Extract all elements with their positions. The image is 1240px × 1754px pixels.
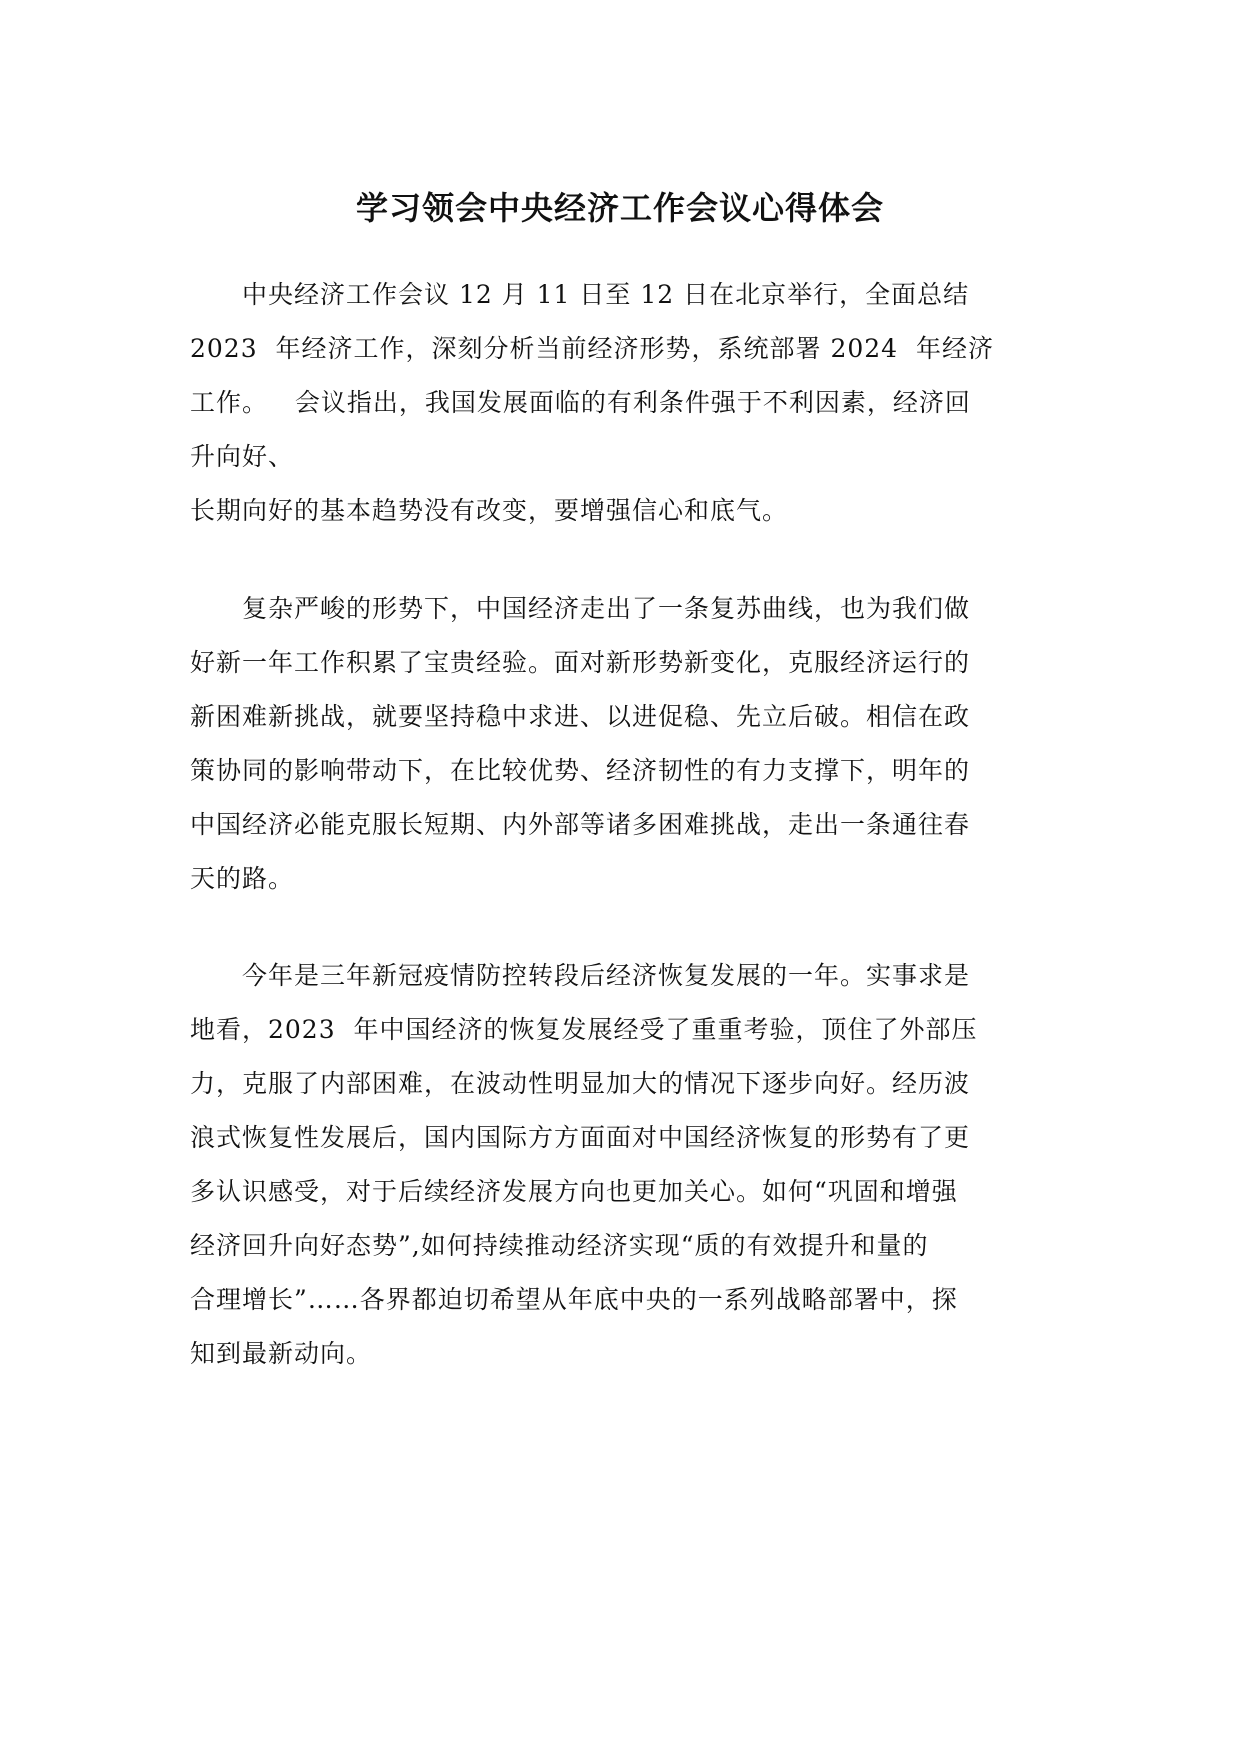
paragraph-line: 知到最新动向。 <box>190 1339 373 1368</box>
paragraph-line: 新困难新挑战，就要坚持稳中求进、以进促稳、先立后破。相信在政 <box>190 702 971 731</box>
paragraph-line: 合理增长”……各界都迫切希望从年底中央的一系列战略部署中，探 <box>190 1285 958 1314</box>
paragraph-line: 今年是三年新冠疫情防控转段后经济恢复发展的一年。实事求是 <box>242 961 971 990</box>
paragraph-line: 长期向好的基本趋势没有改变，要增强信心和底气。 <box>190 496 789 525</box>
paragraph-3 <box>190 949 1050 1381</box>
document-title: 学习领会中央经济工作会议心得体会 <box>355 189 884 227</box>
paragraph-line: 多认识感受，对于后续经济发展方向也更加关心。如何“巩固和增强 <box>190 1177 958 1206</box>
paragraph-line: 中央经济工作会议 12 月 11 日至 12 日在北京举行，全面总结 <box>242 280 970 309</box>
paragraph-line: 力，克服了内部困难，在波动性明显加大的情况下逐步向好。经历波 <box>190 1069 971 1098</box>
paragraph-line: 中国经济必能克服长短期、内外部等诸多困难挑战，走出一条通往春 <box>190 810 971 839</box>
paragraph-line: 天的路。 <box>190 864 295 893</box>
paragraph-line: 浪式恢复性发展后，国内国际方方面面对中国经济恢复的形势有了更 <box>190 1123 971 1152</box>
paragraph-line: 地看，2023 年中国经济的恢复发展经受了重重考验，顶住了外部压 <box>190 1015 978 1044</box>
paragraph-line: 复杂严峻的形势下，中国经济走出了一条复苏曲线，也为我们做 <box>242 594 971 623</box>
paragraph-2 <box>190 582 1050 906</box>
paragraph-line: 2023 年经济工作，深刻分析当前经济形势，系统部署 2024 年经济 <box>190 334 994 363</box>
paragraph-line: 经济回升向好态势”,如何持续推动经济实现“质的有效提升和量的 <box>190 1231 929 1260</box>
paragraph-line: 升向好、 <box>190 442 295 471</box>
paragraph-line: 策协同的影响带动下，在比较优势、经济韧性的有力支撑下，明年的 <box>190 756 971 785</box>
paragraph-1 <box>190 268 1050 538</box>
paragraph-line: 好新一年工作积累了宝贵经验。面对新形势新变化，克服经济运行的 <box>190 648 971 677</box>
paragraph-line: 工作。 会议指出，我国发展面临的有利条件强于不利因素，经济回 <box>190 388 971 417</box>
